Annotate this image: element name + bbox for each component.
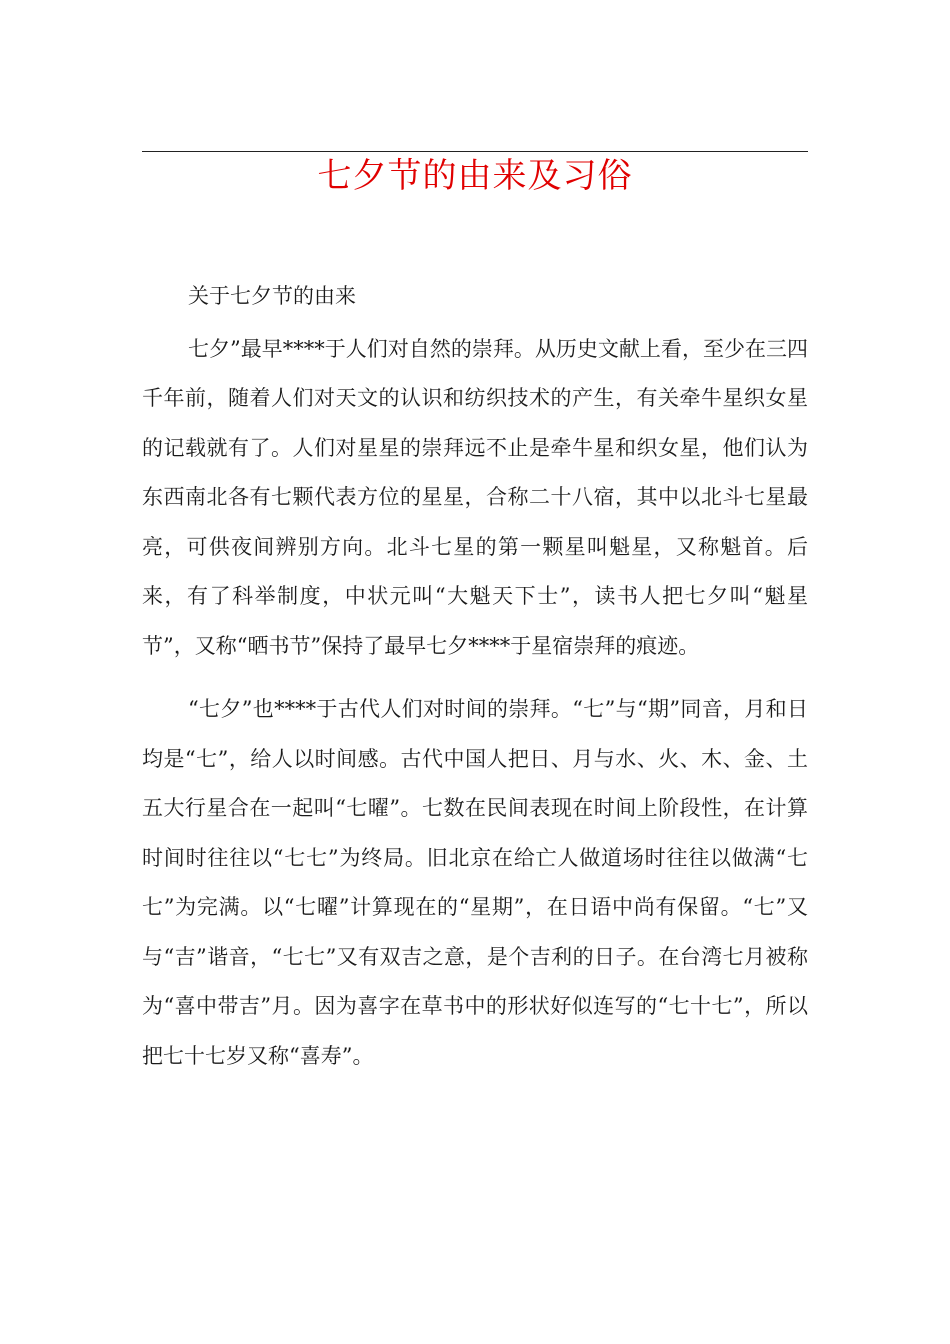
section-heading: 关于七夕节的由来	[188, 284, 356, 308]
document-body	[142, 272, 808, 1081]
page-title: 七夕节的由来及习俗	[317, 156, 633, 196]
paragraph-origin-nature: 七夕”最早****于人们对自然的崇拜。从历史文献上看，至少在三四千年前，随着人们对天文的认识和纺织技术的产生，有关牵牛星织女星的记载就有了。人们对星星的崇拜远不止是牵牛星和织女星，他们认为东西南北各有七颗代表方位的星星，合称二十八宿，其中以北斗七星最亮，可供夜间辨别方向。北斗七星的第一颗星叫魁星，又称魁首。后来，有了科举制度，中状元叫“大魁天下士”，读书人把七夕叫“魁星节”，又称“晒书节”保持了最早七夕****于星宿崇拜的痕迹。	[142, 336, 808, 658]
paragraph-origin-time: “七夕”也****于古代人们对时间的崇拜。“七”与“期”同音，月和日均是“七”，给人以时间感。古代中国人把日、月与水、火、木、金、土五大行星合在一起叫“七曜”。七数在民间表现在时间上阶段性，在计算时间时往往以“七七”为终局。旧北京在给亡人做道场时往往以做满“七七”为完满。以“七曜”计算现在的“星期”，在日语中尚有保留。“七”又与“吉”谐音，“七七”又有双吉之意，是个吉利的日子。在台湾七月被称为“喜中带吉”月。因为喜字在草书中的形状好似连写的“七十七”，所以把七十七岁又称“喜寿”。	[142, 697, 808, 1068]
